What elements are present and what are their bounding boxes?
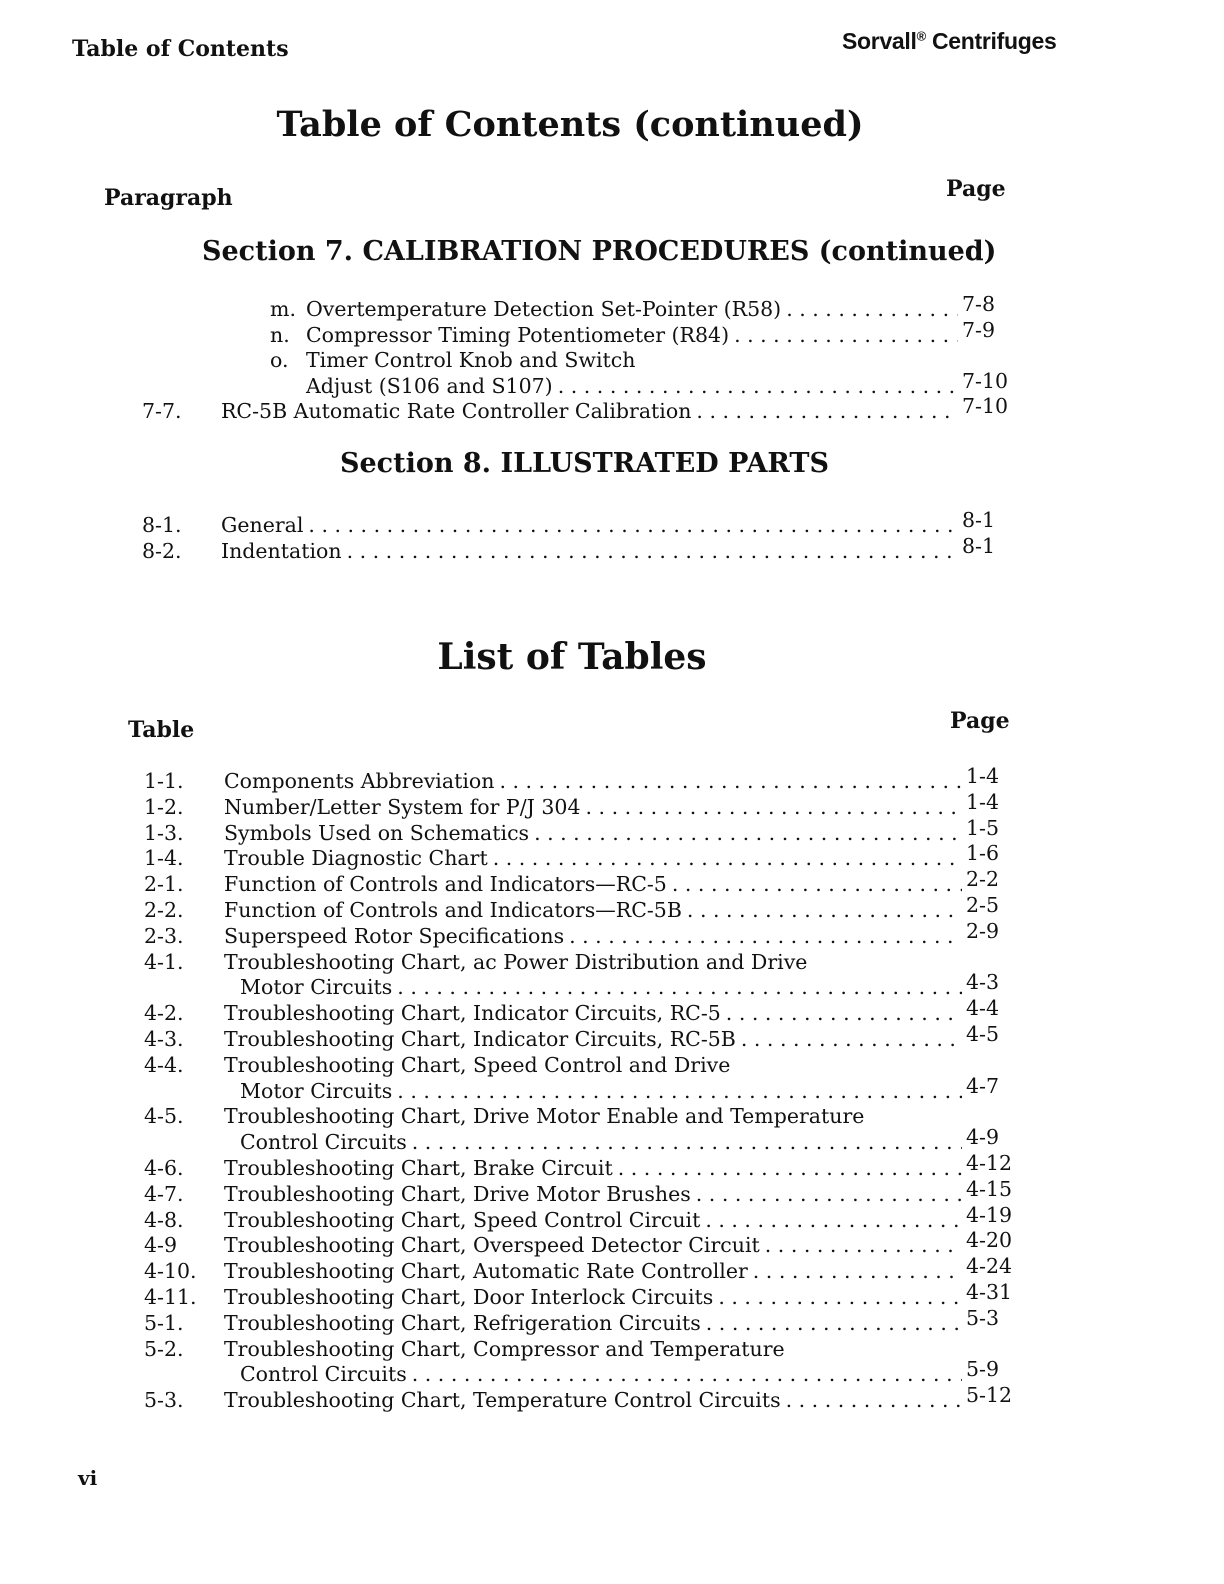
dot-leader — [618, 1155, 962, 1181]
entry-number: 4-2. — [144, 1001, 184, 1026]
dot-leader — [687, 897, 962, 923]
toc-entry-row — [0, 1022, 1224, 1052]
entry-title-text: Troubleshooting Chart, Brake Circuit — [224, 1155, 618, 1181]
toc-entry-row — [0, 1336, 1224, 1362]
entry-title-line — [224, 923, 962, 949]
entry-page-number: 2-2 — [966, 867, 1000, 892]
entry-number: 4-3. — [144, 1027, 184, 1051]
toc-entry-row — [0, 1383, 1224, 1413]
dot-leader — [499, 768, 962, 794]
entry-title-line — [224, 1258, 962, 1284]
entry-number: 4-8. — [144, 1207, 184, 1232]
dot-leader — [397, 1078, 962, 1104]
entry-page-number: 7-10 — [962, 368, 1009, 393]
entry-title-text: Troubleshooting Chart, Speed Control and Drive — [224, 1052, 735, 1078]
entry-number: n. — [270, 322, 290, 347]
dot-leader — [786, 1387, 962, 1413]
registered-mark: ® — [916, 28, 926, 44]
toc-entry-row — [0, 368, 1224, 399]
entry-title-text: Superspeed Rotor Specifications — [224, 923, 569, 949]
entry-page-number: 1-5 — [966, 815, 1000, 840]
toc-entry-row — [0, 893, 1224, 923]
entry-number: 5-3. — [144, 1388, 184, 1413]
toc-entry-row — [0, 1280, 1224, 1310]
toc-entry-row — [0, 1228, 1224, 1258]
entry-page-number: 1-4 — [966, 764, 1000, 788]
entry-title-line — [224, 1026, 962, 1052]
dot-leader — [493, 845, 962, 871]
entry-title-line — [240, 1129, 962, 1155]
tables-column-page: Page — [950, 708, 1010, 734]
entry-title-text: Function of Controls and Indicators—RC-5B — [224, 897, 687, 923]
page-number: vi — [78, 1466, 98, 1490]
entry-number: 4-5. — [144, 1104, 184, 1129]
entry-page-number: 4-12 — [966, 1151, 1013, 1175]
entry-title-line — [224, 794, 962, 820]
entry-title-text: Troubleshooting Chart, Indicator Circuits, RC-5B — [224, 1026, 741, 1052]
entry-title-text: Trouble Diagnostic Chart — [224, 845, 493, 871]
entry-title-line — [224, 1310, 962, 1336]
entry-number: 8-1. — [142, 513, 182, 537]
toc-entry-row — [0, 1357, 1224, 1387]
toc-entry-row — [0, 533, 1224, 564]
entry-page-number: 4-31 — [966, 1280, 1013, 1304]
dot-leader — [718, 1284, 962, 1310]
dot-leader — [696, 398, 958, 424]
toc-entry-row — [0, 317, 1224, 348]
entry-number: 2-1. — [144, 872, 184, 897]
dot-leader — [765, 1232, 962, 1258]
entry-title-line — [224, 1232, 962, 1258]
toc-entry-row — [0, 1125, 1224, 1155]
running-header-brand — [842, 28, 1056, 55]
entry-number: 1-1. — [144, 769, 184, 793]
entry-title-text: Symbols Used on Schematics — [224, 820, 534, 846]
entry-title-text: Motor Circuits — [240, 974, 397, 1000]
toc-entry-row — [0, 1073, 1224, 1104]
entry-title-text: Compressor Timing Potentiometer (R84) — [306, 322, 734, 348]
entry-title-line — [224, 1207, 962, 1233]
toc-entry-row — [0, 508, 1224, 538]
entry-title-text: Function of Controls and Indicators—RC-5 — [224, 871, 672, 897]
entry-page-number: 5-9 — [966, 1357, 1000, 1382]
entry-title-text: Components Abbreviation — [224, 768, 499, 794]
entry-title-text: RC-5B Automatic Rate Controller Calibration — [221, 398, 696, 424]
tables-column-table: Table — [128, 717, 195, 743]
entry-title-line — [221, 512, 958, 538]
dot-leader — [412, 1361, 962, 1387]
toc-entry-row — [0, 970, 1224, 1000]
entry-page-number: 2-9 — [966, 918, 1000, 943]
entry-title-line — [240, 1078, 962, 1104]
toc-entry-row — [0, 764, 1224, 794]
entry-page-number: 4-19 — [966, 1202, 1013, 1227]
entry-title-line — [306, 322, 958, 348]
dot-leader — [696, 1181, 962, 1207]
entry-title-line — [224, 897, 962, 923]
entry-page-number: 8-1 — [962, 533, 996, 558]
entry-title-text: Troubleshooting Chart, ac Power Distribution and Drive — [224, 949, 812, 975]
dot-leader — [534, 820, 962, 846]
entry-number: 7-7. — [142, 399, 182, 424]
entry-title-text: Troubleshooting Chart, Speed Control Circuit — [224, 1207, 705, 1233]
dot-leader — [706, 1310, 962, 1336]
entry-number: 5-2. — [144, 1336, 184, 1361]
toc-entry-row — [0, 1202, 1224, 1233]
toc-entry-row — [0, 292, 1224, 322]
entry-title-text: Troubleshooting Chart, Drive Motor Brushes — [224, 1181, 696, 1207]
entry-title-line — [224, 1387, 962, 1413]
entry-page-number: 5-3 — [966, 1305, 1000, 1330]
entry-page-number: 7-10 — [962, 394, 1009, 419]
dot-leader — [705, 1207, 962, 1233]
toc-entry-row — [0, 949, 1224, 975]
entry-number: 4-11. — [144, 1285, 197, 1309]
brand-product: Centrifuges — [925, 28, 1057, 54]
dot-leader — [569, 923, 962, 949]
entry-number: 4-7. — [144, 1181, 184, 1206]
running-header-title: Table of Contents — [72, 36, 289, 62]
dot-leader — [786, 296, 958, 322]
entry-page-number: 4-9 — [966, 1125, 1000, 1150]
entry-page-number: 4-24 — [966, 1254, 1013, 1279]
entry-page-number: 4-7 — [966, 1073, 1000, 1098]
section-7-title: Section 7. CALIBRATION PROCEDURES (continued) — [202, 236, 997, 267]
toc-entry-row — [0, 1052, 1224, 1078]
entry-title-text: Troubleshooting Chart, Overspeed Detector Circuit — [224, 1232, 765, 1258]
entry-title-text: Motor Circuits — [240, 1078, 397, 1104]
entry-title-text: Troubleshooting Chart, Refrigeration Circuits — [224, 1310, 706, 1336]
dot-leader — [558, 373, 958, 399]
entry-page-number: 7-8 — [962, 292, 996, 316]
entry-title-line — [224, 1000, 962, 1026]
toc-entry-row — [0, 996, 1224, 1026]
dot-leader — [397, 974, 962, 1000]
entry-title-line — [240, 974, 962, 1000]
entry-page-number: 4-20 — [966, 1228, 1013, 1253]
entry-title-line — [224, 768, 962, 794]
dot-leader — [741, 1026, 962, 1052]
toc-entry-row — [0, 347, 1224, 373]
entry-number: m. — [270, 297, 296, 321]
toc-column-paragraph: Paragraph — [104, 185, 233, 211]
entry-title-text: Overtemperature Detection Set-Pointer (R58) — [306, 296, 786, 322]
entry-title-line — [224, 845, 962, 871]
dot-leader — [734, 322, 958, 348]
entry-title-text: Number/Letter System for P/J 304 — [224, 794, 586, 820]
toc-entry-row — [0, 1305, 1224, 1336]
entry-title-text: Control Circuits — [240, 1129, 412, 1155]
entry-number: 4-10. — [144, 1259, 197, 1284]
toc-entry-row — [0, 1176, 1224, 1207]
toc-entry-row — [0, 789, 1224, 820]
entry-page-number: 4-3 — [966, 970, 1000, 995]
toc-entry-row — [0, 867, 1224, 897]
toc-entry-row — [0, 1254, 1224, 1284]
entry-title-line — [224, 871, 962, 897]
entry-title-text: Timer Control Knob and Switch — [306, 347, 640, 373]
dot-leader — [347, 538, 958, 564]
entry-title-line — [224, 1181, 962, 1207]
entry-title-text: Troubleshooting Chart, Compressor and Temperature — [224, 1336, 790, 1362]
dot-leader — [586, 794, 963, 820]
toc-entry-row — [0, 841, 1224, 871]
toc-entry-row — [0, 1103, 1224, 1129]
entry-page-number: 1-6 — [966, 841, 1000, 866]
entry-title-line — [306, 373, 958, 399]
entry-title-text: General — [221, 512, 308, 538]
entry-number: 4-1. — [144, 949, 184, 974]
entry-number: 1-3. — [144, 820, 184, 845]
entry-number: 5-1. — [144, 1310, 184, 1335]
entry-number: 8-2. — [142, 538, 182, 563]
entry-page-number: 4-15 — [966, 1176, 1013, 1201]
entry-page-number: 2-5 — [966, 893, 1000, 917]
entry-page-number: 4-4 — [966, 996, 1000, 1021]
entry-title-line — [240, 1361, 962, 1387]
entry-title-line — [224, 1155, 962, 1181]
toc-entry-row — [0, 918, 1224, 949]
toc-entry-row — [0, 815, 1224, 846]
dot-leader — [308, 512, 958, 538]
dot-leader — [726, 1000, 962, 1026]
entry-title-line — [221, 398, 958, 424]
entry-title-line — [221, 538, 958, 564]
entry-title-line — [224, 1284, 962, 1310]
entry-number: 2-2. — [144, 898, 184, 922]
toc-title: Table of Contents (continued) — [276, 104, 864, 145]
entry-number: 2-3. — [144, 923, 184, 948]
dot-leader — [672, 871, 962, 897]
list-of-tables-title: List of Tables — [437, 636, 707, 678]
entry-page-number: 5-12 — [966, 1383, 1013, 1408]
entry-title-text: Adjust (S106 and S107) — [306, 373, 558, 399]
entry-title-line — [306, 296, 958, 322]
section-8-title: Section 8. ILLUSTRATED PARTS — [340, 448, 829, 479]
dot-leader — [412, 1129, 962, 1155]
toc-entry-row — [0, 1151, 1224, 1181]
toc-column-page: Page — [946, 176, 1006, 202]
brand-name: Sorvall — [842, 28, 917, 54]
entry-page-number: 8-1 — [962, 508, 996, 532]
entry-title-text: Indentation — [221, 538, 347, 564]
entry-title-line — [224, 820, 962, 846]
entry-title-text: Troubleshooting Chart, Automatic Rate Controller — [224, 1258, 753, 1284]
dot-leader — [753, 1258, 962, 1284]
entry-number: 1-2. — [144, 794, 184, 819]
entry-title-text: Troubleshooting Chart, Drive Motor Enable and Temperature — [224, 1103, 869, 1129]
entry-title-text: Control Circuits — [240, 1361, 412, 1387]
entry-number: 4-4. — [144, 1052, 184, 1077]
entry-title-text: Troubleshooting Chart, Temperature Control Circuits — [224, 1387, 786, 1413]
entry-title-text: Troubleshooting Chart, Door Interlock Circuits — [224, 1284, 718, 1310]
entry-page-number: 7-9 — [962, 317, 996, 342]
toc-entry-row — [0, 394, 1224, 424]
entry-title-text: Troubleshooting Chart, Indicator Circuits, RC-5 — [224, 1000, 726, 1026]
entry-title-line — [306, 347, 1206, 373]
entry-number: o. — [270, 348, 289, 373]
entry-number: 4-9 — [144, 1233, 178, 1258]
entry-page-number: 4-5 — [966, 1022, 1000, 1046]
entry-number: 4-6. — [144, 1156, 184, 1180]
entry-number: 1-4. — [144, 846, 184, 871]
entry-page-number: 1-4 — [966, 789, 1000, 814]
